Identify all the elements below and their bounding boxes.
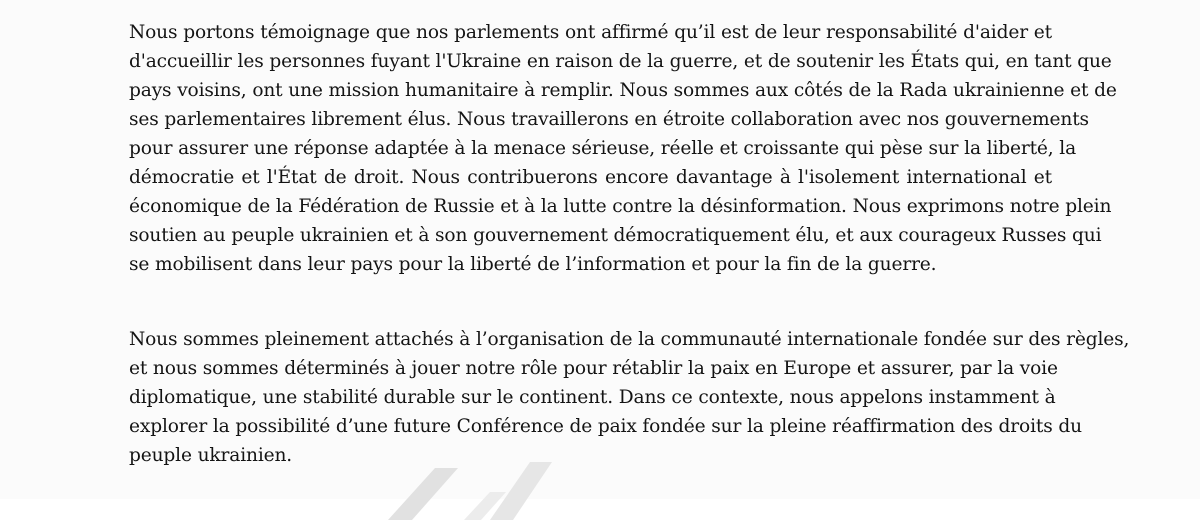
paragraph-line: pour assurer une réponse adaptée à la menace sérieuse, réelle et croissante qui pèse sur la liberté, la	[129, 138, 1077, 159]
paragraph-line: Nous portons témoignage que nos parlements ont affirmé qu’il est de leur responsabilité d'aider et	[129, 22, 1052, 43]
paragraph-line: d'accueillir les personnes fuyant l'Ukraine en raison de la guerre, et de soutenir les États qui, en tant que	[129, 51, 1112, 72]
paragraph-line: se mobilisent dans leur pays pour la liberté de l’information et pour la fin de la guerre.	[129, 254, 937, 275]
paragraph-line: économique de la Fédération de Russie et à la lutte contre la désinformation. Nous exprimons notre plein	[129, 196, 1112, 217]
paragraph-1	[129, 18, 1117, 279]
paragraph-line: peuple ukrainien.	[129, 445, 293, 466]
paragraph-line: explorer la possibilité d’une future Conférence de paix fondée sur la pleine réaffirmation des droits du	[129, 416, 1082, 437]
paragraph-line: pays voisins, ont une mission humanitaire à remplir. Nous sommes aux côtés de la Rada ukrainienne et de	[129, 80, 1117, 101]
paragraph-line: et nous sommes déterminés à jouer notre rôle pour rétablir la paix en Europe et assurer, par la voie	[129, 358, 1058, 379]
paragraph-line: Nous sommes pleinement attachés à l’organisation de la communauté internationale fondée sur des règles,	[129, 329, 1130, 350]
paragraph-line: ses parlementaires librement élus. Nous travaillerons en étroite collaboration avec nos gouvernements	[129, 109, 1089, 130]
paragraph-line: diplomatique, une stabilité durable sur le continent. Dans ce contexte, nous appelons instamment à	[129, 387, 1056, 408]
paragraph-2	[129, 325, 1130, 470]
paragraph-line: soutien au peuple ukrainien et à son gouvernement démocratiquement élu, et aux courageux Russes qui	[129, 225, 1102, 246]
paragraph-line: démocratie et l'État de droit. Nous contribuerons encore davantage à l'isolement international et	[129, 167, 1052, 188]
